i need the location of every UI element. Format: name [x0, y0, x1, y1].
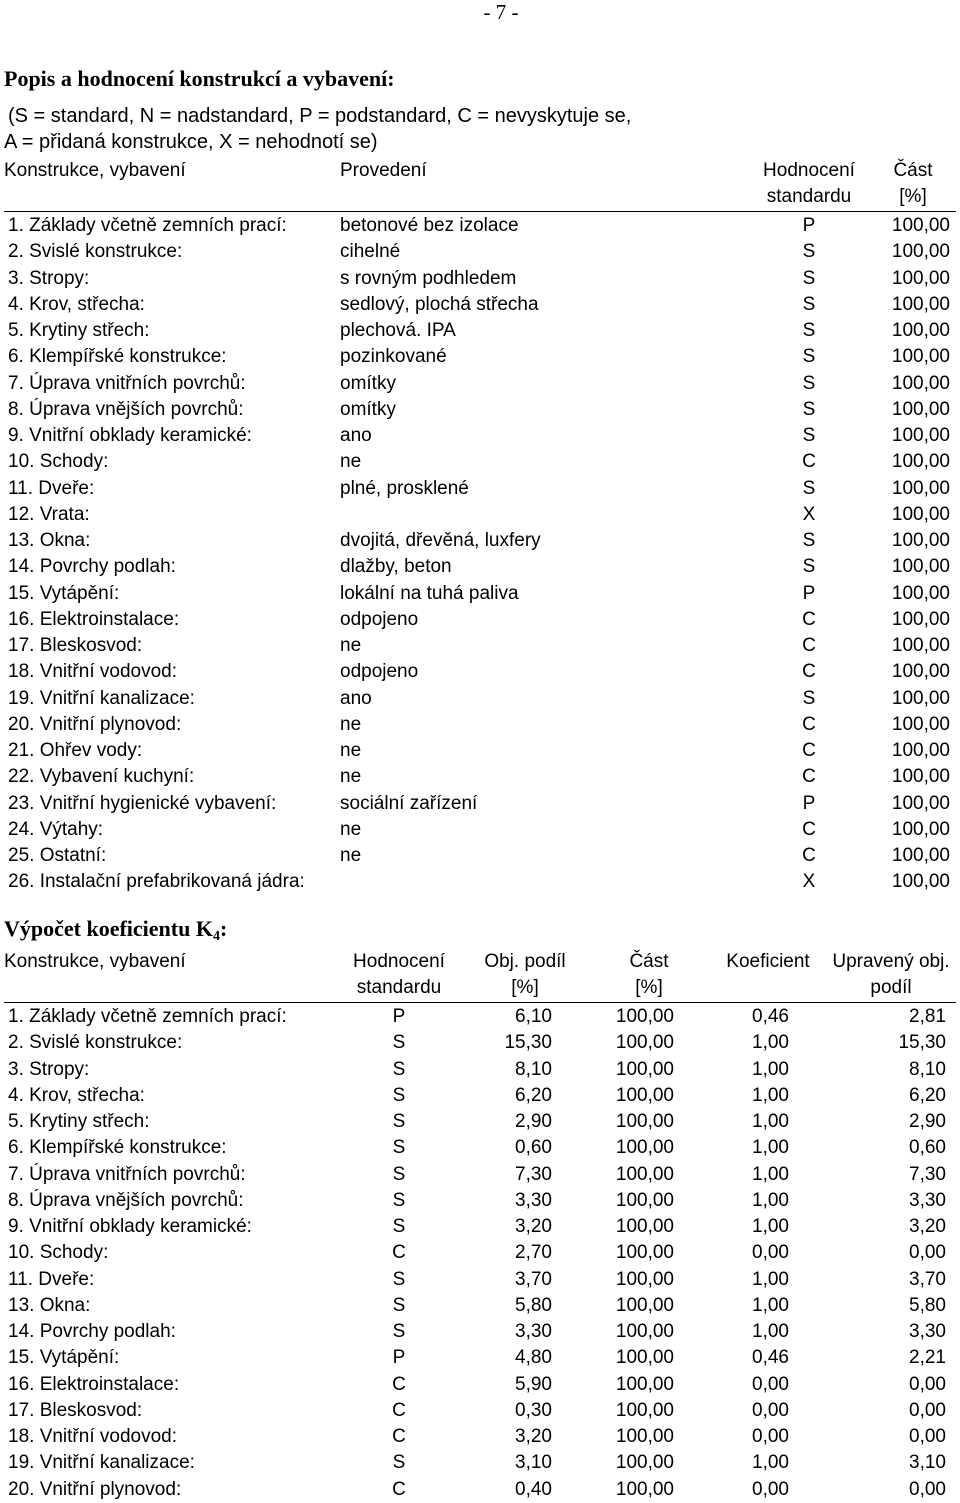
table2-cell-koeficient: 1,00	[752, 1058, 789, 1080]
table1-row	[0, 659, 960, 685]
table2-cell-hodnoceni: S	[392, 1111, 406, 1132]
table2-cell-konstrukce: 10. Schody:	[8, 1242, 109, 1264]
table1-row	[0, 239, 960, 265]
table2-cell-cast: 100,00	[615, 1478, 674, 1500]
table1-header-percent: [%]	[899, 186, 927, 207]
table1-header-rule	[4, 211, 956, 212]
table1-cell-konstrukce: 10. Schody:	[8, 451, 109, 473]
table2-cell-hodnoceni: S	[392, 1321, 406, 1342]
table2-row	[0, 1319, 960, 1345]
table2-header-obj: Obj. podíl	[484, 951, 566, 972]
table2-cell-cast: 100,00	[615, 1347, 674, 1369]
table2-cell-upraveny-podil: 3,70	[909, 1268, 946, 1290]
table1-cell-cast: 100,00	[891, 661, 950, 683]
table1-row	[0, 371, 960, 397]
table2-cell-hodnoceni: S	[392, 1137, 406, 1159]
table1-cell-hodnoceni: S	[802, 320, 816, 341]
table1-cell-cast: 100,00	[891, 451, 950, 473]
table2-cell-upraveny-podil: 3,30	[909, 1321, 946, 1342]
table2-cell-obj-podil: 0,60	[515, 1137, 552, 1159]
table1-header-konstrukce: Konstrukce, vybavení	[4, 160, 186, 181]
table2-cell-konstrukce: 11. Dveře:	[8, 1268, 95, 1290]
table1-cell-cast: 100,00	[891, 267, 950, 289]
table2-cell-hodnoceni: S	[392, 1032, 406, 1054]
table2-cell-koeficient: 0,00	[752, 1478, 789, 1500]
table1-cell-cast: 100,00	[891, 635, 950, 656]
table2-cell-koeficient: 1,00	[752, 1163, 789, 1185]
table2-cell-koeficient: 0,00	[752, 1242, 789, 1264]
table1-cell-hodnoceni: S	[802, 267, 816, 289]
table1-row	[0, 344, 960, 370]
table1-cell-provedeni: ne	[340, 635, 362, 656]
section2-title-colon: :	[219, 916, 228, 941]
table2-cell-koeficient: 0,46	[752, 1006, 789, 1027]
table2-cell-koeficient: 1,00	[752, 1032, 789, 1054]
table2-row	[0, 1162, 960, 1188]
table1-cell-cast: 100,00	[891, 530, 950, 551]
table2-cell-upraveny-podil: 7,30	[909, 1163, 946, 1185]
table1-cell-konstrukce: 8. Úprava vnějších povrchů:	[8, 398, 244, 420]
table1-cell-konstrukce: 19. Vnitřní kanalizace:	[8, 687, 195, 709]
table1-cell-cast: 100,00	[891, 556, 950, 578]
table1-cell-provedeni: ne	[340, 845, 362, 866]
table1-cell-hodnoceni: C	[802, 451, 816, 473]
table2-cell-konstrukce: 18. Vnitřní vodovod:	[8, 1426, 177, 1447]
table1-cell-hodnoceni: S	[802, 687, 816, 709]
table2-cell-koeficient: 1,00	[752, 1111, 789, 1132]
table2-cell-konstrukce: 17. Bleskosvod:	[8, 1399, 143, 1421]
table2-cell-obj-podil: 2,70	[515, 1242, 552, 1264]
table1-header-provedeni: Provedení	[340, 160, 427, 181]
table1-cell-cast: 100,00	[891, 818, 950, 840]
table2-cell-upraveny-podil: 3,30	[909, 1189, 946, 1211]
table2-cell-koeficient: 1,00	[752, 1084, 789, 1106]
table2-cell-cast: 100,00	[615, 1084, 674, 1106]
table2-cell-upraveny-podil: 5,80	[909, 1294, 946, 1316]
table2-cell-konstrukce: 15. Vytápění:	[8, 1347, 120, 1369]
table2-cell-hodnoceni: S	[392, 1189, 406, 1211]
table2-cell-cast: 100,00	[615, 1426, 674, 1447]
table1-cell-konstrukce: 24. Výtahy:	[8, 818, 104, 840]
legend-line-1: (S = standard, N = nadstandard, P = podstandard, C = nevyskytuje se,	[8, 105, 632, 127]
table1-cell-provedeni: ne	[340, 818, 362, 840]
table2-cell-hodnoceni: S	[392, 1216, 406, 1237]
table2-cell-cast: 100,00	[615, 1321, 674, 1342]
table1-row	[0, 843, 960, 869]
table2-cell-obj-podil: 0,40	[515, 1478, 552, 1500]
table1-cell-provedeni: sociální zařízení	[340, 792, 478, 814]
table1-cell-cast: 100,00	[891, 713, 950, 735]
section-title-vypocet	[4, 916, 227, 950]
legend-line-2: A = přidaná konstrukce, X = nehodnotí se)	[4, 131, 378, 153]
table2-row	[0, 1004, 960, 1030]
table1-cell-konstrukce: 16. Elektroinstalace:	[8, 608, 180, 630]
table1-cell-hodnoceni: S	[802, 241, 816, 263]
table1-cell-cast: 100,00	[891, 320, 950, 341]
table1-cell-konstrukce: 1. Základy včetně zemních prací:	[8, 215, 287, 236]
table2-row	[0, 1240, 960, 1266]
table2-cell-koeficient: 1,00	[752, 1452, 789, 1474]
table2-cell-hodnoceni: C	[392, 1373, 406, 1395]
table1-cell-provedeni: plechová. IPA	[340, 320, 456, 341]
table1-cell-konstrukce: 26. Instalační prefabrikovaná jádra:	[8, 871, 305, 893]
table1-cell-hodnoceni: C	[802, 608, 816, 630]
table2-row	[0, 1267, 960, 1293]
table1-cell-cast: 100,00	[891, 503, 950, 525]
table2-cell-konstrukce: 4. Krov, střecha:	[8, 1084, 145, 1106]
table2-cell-obj-podil: 3,70	[515, 1268, 552, 1290]
table1-cell-provedeni: omítky	[340, 372, 396, 394]
table1-cell-hodnoceni: S	[802, 398, 816, 420]
table1-cell-hodnoceni: X	[802, 871, 816, 893]
table2-cell-upraveny-podil: 0,00	[909, 1399, 946, 1421]
table1-row	[0, 423, 960, 449]
table1-cell-hodnoceni: C	[802, 766, 816, 788]
table2-cell-upraveny-podil: 0,00	[909, 1478, 946, 1500]
table1-row	[0, 869, 960, 895]
table2-cell-obj-podil: 6,10	[515, 1006, 552, 1027]
table1-row	[0, 266, 960, 292]
table1-cell-cast: 100,00	[891, 215, 950, 236]
table2-row	[0, 1372, 960, 1398]
table1-cell-hodnoceni: C	[802, 713, 816, 735]
table2-cell-upraveny-podil: 0,00	[909, 1426, 946, 1447]
table2-cell-koeficient: 0,46	[752, 1347, 789, 1369]
table2-cell-koeficient: 1,00	[752, 1294, 789, 1316]
table1-cell-konstrukce: 15. Vytápění:	[8, 582, 120, 604]
table2-row	[0, 1188, 960, 1214]
table1-cell-konstrukce: 13. Okna:	[8, 530, 91, 551]
table2-cell-konstrukce: 3. Stropy:	[8, 1058, 90, 1080]
table1-row	[0, 397, 960, 423]
table1-row	[0, 633, 960, 659]
table2-cell-konstrukce: 9. Vnitřní obklady keramické:	[8, 1216, 252, 1237]
table2-cell-hodnoceni: C	[392, 1399, 406, 1421]
table2-cell-konstrukce: 2. Svislé konstrukce:	[8, 1032, 183, 1054]
table2-row	[0, 1345, 960, 1371]
table2-cell-obj-podil: 2,90	[515, 1111, 552, 1132]
table2-cell-cast: 100,00	[615, 1137, 674, 1159]
table1-cell-konstrukce: 18. Vnitřní vodovod:	[8, 661, 177, 683]
table2-cell-koeficient: 0,00	[752, 1399, 789, 1421]
table2-header-upraveny: Upravený obj.	[832, 951, 950, 972]
table1-cell-hodnoceni: X	[802, 503, 816, 525]
table2-header-standardu: standardu	[356, 977, 442, 998]
table2-cell-konstrukce: 16. Elektroinstalace:	[8, 1373, 180, 1395]
table1-row	[0, 449, 960, 475]
table2-cell-upraveny-podil: 6,20	[909, 1084, 946, 1106]
table2-cell-hodnoceni: S	[392, 1084, 406, 1106]
table2-cell-hodnoceni: P	[392, 1347, 406, 1369]
table1-cell-konstrukce: 12. Vrata:	[8, 503, 90, 525]
table2-row	[0, 1057, 960, 1083]
table1-row	[0, 292, 960, 318]
table1-cell-provedeni: omítky	[340, 398, 396, 420]
table1-cell-hodnoceni: S	[802, 425, 816, 446]
table2-header-obj-unit: [%]	[511, 977, 539, 998]
table2-row	[0, 1398, 960, 1424]
table1-cell-cast: 100,00	[891, 372, 950, 394]
table2-cell-konstrukce: 19. Vnitřní kanalizace:	[8, 1452, 195, 1474]
table2-header-rule	[4, 1002, 956, 1003]
table1-cell-hodnoceni: S	[802, 477, 816, 499]
table1-row	[0, 554, 960, 580]
table2-cell-upraveny-podil: 0,60	[909, 1137, 946, 1159]
table2-cell-konstrukce: 5. Krytiny střech:	[8, 1111, 150, 1132]
table2-cell-cast: 100,00	[615, 1163, 674, 1185]
table1-cell-cast: 100,00	[891, 845, 950, 866]
table2-cell-cast: 100,00	[615, 1189, 674, 1211]
table2-cell-konstrukce: 8. Úprava vnějších povrchů:	[8, 1189, 244, 1211]
table1-cell-cast: 100,00	[891, 425, 950, 446]
table2-cell-obj-podil: 6,20	[515, 1084, 552, 1106]
table1-cell-provedeni: s rovným podhledem	[340, 267, 517, 289]
table1-cell-provedeni: plné, prosklené	[340, 477, 469, 499]
table1-cell-hodnoceni: C	[802, 635, 816, 656]
table1-row	[0, 817, 960, 843]
page-number: - 7 -	[483, 0, 519, 24]
table2-header-cast-unit: [%]	[635, 977, 663, 998]
table2-row	[0, 1109, 960, 1135]
table1-row	[0, 528, 960, 554]
table1-cell-konstrukce: 7. Úprava vnitřních povrchů:	[8, 372, 246, 394]
table1-cell-cast: 100,00	[891, 740, 950, 761]
table1-cell-konstrukce: 25. Ostatní:	[8, 845, 107, 866]
table2-cell-obj-podil: 3,30	[515, 1321, 552, 1342]
table2-row	[0, 1424, 960, 1450]
table2-cell-upraveny-podil: 2,90	[909, 1111, 946, 1132]
table2-header-konstrukce: Konstrukce, vybavení	[4, 951, 186, 972]
table1-cell-konstrukce: 21. Ohřev vody:	[8, 740, 143, 761]
table2-cell-upraveny-podil: 2,81	[909, 1006, 946, 1027]
table1-cell-cast: 100,00	[891, 293, 950, 315]
table1-cell-provedeni: cihelné	[340, 241, 401, 263]
table1-row	[0, 581, 960, 607]
table2-cell-cast: 100,00	[615, 1373, 674, 1395]
table2-cell-obj-podil: 3,30	[515, 1189, 552, 1211]
table2-cell-upraveny-podil: 2,21	[909, 1347, 946, 1369]
section2-title-subscript: 4	[212, 929, 220, 944]
table2-cell-koeficient: 1,00	[752, 1137, 789, 1159]
table2-row	[0, 1030, 960, 1056]
table2-cell-koeficient: 1,00	[752, 1189, 789, 1211]
table2-cell-obj-podil: 3,20	[515, 1426, 552, 1447]
table1-cell-konstrukce: 22. Vybavení kuchyní:	[8, 766, 195, 788]
table1-header-hodnoceni: Hodnocení	[763, 160, 855, 181]
table2-cell-hodnoceni: C	[392, 1478, 406, 1500]
table1-row	[0, 764, 960, 790]
table1-row	[0, 213, 960, 239]
table2-row	[0, 1293, 960, 1319]
table2-row	[0, 1135, 960, 1161]
table2-cell-cast: 100,00	[615, 1294, 674, 1316]
table1-cell-provedeni: dvojitá, dřevěná, luxfery	[340, 530, 541, 551]
table2-row	[0, 1450, 960, 1476]
table1-row	[0, 607, 960, 633]
table2-cell-obj-podil: 0,30	[515, 1399, 552, 1421]
table1-cell-provedeni: dlažby, beton	[340, 556, 452, 578]
table2-cell-cast: 100,00	[615, 1399, 674, 1421]
table2-cell-upraveny-podil: 3,10	[909, 1452, 946, 1474]
table1-cell-hodnoceni: C	[802, 818, 816, 840]
table2-header-koeficient: Koeficient	[726, 951, 810, 972]
table1-cell-cast: 100,00	[891, 687, 950, 709]
table2-cell-upraveny-podil: 0,00	[909, 1242, 946, 1264]
table2-cell-upraveny-podil: 3,20	[909, 1216, 946, 1237]
table1-row	[0, 502, 960, 528]
table1-cell-provedeni: betonové bez izolace	[340, 215, 519, 236]
table1-cell-cast: 100,00	[891, 398, 950, 420]
table2-cell-obj-podil: 4,80	[515, 1347, 552, 1369]
table2-cell-hodnoceni: S	[392, 1452, 406, 1474]
table1-cell-konstrukce: 2. Svislé konstrukce:	[8, 241, 183, 263]
table1-cell-hodnoceni: S	[802, 346, 816, 368]
table2-cell-koeficient: 1,00	[752, 1321, 789, 1342]
table2-cell-hodnoceni: S	[392, 1268, 406, 1290]
table1-cell-konstrukce: 4. Krov, střecha:	[8, 293, 145, 315]
table2-cell-konstrukce: 20. Vnitřní plynovod:	[8, 1478, 182, 1500]
table1-cell-provedeni: ano	[340, 687, 372, 709]
table2-cell-konstrukce: 7. Úprava vnitřních povrchů:	[8, 1163, 246, 1185]
table2-cell-obj-podil: 7,30	[515, 1163, 552, 1185]
table1-cell-cast: 100,00	[891, 477, 950, 499]
table2-cell-cast: 100,00	[615, 1006, 674, 1027]
table1-row	[0, 712, 960, 738]
table1-cell-cast: 100,00	[891, 871, 950, 893]
table2-header-cast: Část	[629, 951, 669, 972]
table2-cell-hodnoceni: S	[392, 1163, 406, 1185]
table1-cell-provedeni: ano	[340, 425, 372, 446]
table1-cell-cast: 100,00	[891, 766, 950, 788]
table1-row	[0, 738, 960, 764]
table2-cell-konstrukce: 13. Okna:	[8, 1294, 91, 1316]
table1-cell-provedeni: ne	[340, 713, 362, 735]
table2-cell-cast: 100,00	[615, 1268, 674, 1290]
table1-cell-hodnoceni: S	[802, 530, 816, 551]
table2-cell-obj-podil: 8,10	[515, 1058, 552, 1080]
table2-cell-hodnoceni: S	[392, 1058, 406, 1080]
table2-cell-upraveny-podil: 15,30	[898, 1032, 946, 1054]
table1-cell-konstrukce: 5. Krytiny střech:	[8, 320, 150, 341]
table1-cell-konstrukce: 3. Stropy:	[8, 267, 90, 289]
table2-cell-koeficient: 1,00	[752, 1216, 789, 1237]
table2-cell-cast: 100,00	[615, 1242, 674, 1264]
table1-cell-provedeni: odpojeno	[340, 661, 419, 683]
table1-cell-konstrukce: 23. Vnitřní hygienické vybavení:	[8, 792, 277, 814]
table2-cell-konstrukce: 14. Povrchy podlah:	[8, 1321, 176, 1342]
table2-cell-upraveny-podil: 8,10	[909, 1058, 946, 1080]
table2-cell-konstrukce: 6. Klempířské konstrukce:	[8, 1137, 227, 1159]
table1-cell-cast: 100,00	[891, 608, 950, 630]
table2-cell-hodnoceni: P	[392, 1006, 406, 1027]
table2-cell-koeficient: 0,00	[752, 1426, 789, 1447]
table2-row	[0, 1214, 960, 1240]
table2-cell-obj-podil: 3,20	[515, 1216, 552, 1237]
section2-title-text: Výpočet koeficientu K	[4, 916, 213, 941]
table1-cell-hodnoceni: C	[802, 661, 816, 683]
table1-cell-hodnoceni: S	[802, 556, 816, 578]
table2-row	[0, 1083, 960, 1109]
table1-cell-cast: 100,00	[891, 346, 950, 368]
table2-cell-hodnoceni: S	[392, 1294, 406, 1316]
table1-cell-konstrukce: 6. Klempířské konstrukce:	[8, 346, 227, 368]
table2-header-hodnoceni: Hodnocení	[353, 951, 445, 972]
table2-cell-konstrukce: 1. Základy včetně zemních prací:	[8, 1006, 287, 1027]
table1-header-standardu: standardu	[766, 186, 852, 207]
table1-cell-hodnoceni: C	[802, 845, 816, 866]
table2-cell-cast: 100,00	[615, 1032, 674, 1054]
table1-cell-cast: 100,00	[891, 582, 950, 604]
table2-cell-cast: 100,00	[615, 1452, 674, 1474]
table2-cell-cast: 100,00	[615, 1216, 674, 1237]
table2-cell-obj-podil: 5,80	[515, 1294, 552, 1316]
table2-cell-koeficient: 1,00	[752, 1268, 789, 1290]
section-title-popis: Popis a hodnocení konstrukcí a vybavení:	[4, 66, 395, 91]
table2-cell-upraveny-podil: 0,00	[909, 1373, 946, 1395]
table1-row	[0, 686, 960, 712]
table1-row	[0, 791, 960, 817]
table2-row	[0, 1477, 960, 1503]
table2-cell-obj-podil: 15,30	[504, 1032, 552, 1054]
table2-cell-hodnoceni: C	[392, 1242, 406, 1264]
table1-cell-provedeni: ne	[340, 766, 362, 788]
table1-cell-konstrukce: 17. Bleskosvod:	[8, 635, 143, 656]
table1-cell-hodnoceni: P	[802, 582, 816, 604]
table1-cell-hodnoceni: S	[802, 372, 816, 394]
table1-cell-hodnoceni: P	[802, 792, 816, 814]
table1-cell-konstrukce: 14. Povrchy podlah:	[8, 556, 176, 578]
table1-header-cast: Část	[893, 160, 933, 181]
table1-cell-cast: 100,00	[891, 792, 950, 814]
table2-header-podil: podíl	[870, 977, 912, 998]
table1-cell-provedeni: lokální na tuhá paliva	[340, 582, 519, 604]
table1-cell-konstrukce: 20. Vnitřní plynovod:	[8, 713, 182, 735]
table2-cell-cast: 100,00	[615, 1111, 674, 1132]
table2-cell-cast: 100,00	[615, 1058, 674, 1080]
table1-cell-provedeni: ne	[340, 451, 362, 473]
table2-cell-obj-podil: 5,90	[515, 1373, 552, 1395]
table1-cell-provedeni: odpojeno	[340, 608, 419, 630]
table1-row	[0, 318, 960, 344]
table1-cell-hodnoceni: S	[802, 293, 816, 315]
table1-row	[0, 476, 960, 502]
table1-cell-provedeni: sedlový, plochá střecha	[340, 293, 539, 315]
table1-cell-konstrukce: 11. Dveře:	[8, 477, 95, 499]
table2-cell-hodnoceni: C	[392, 1426, 406, 1447]
table1-cell-hodnoceni: C	[802, 740, 816, 761]
table2-cell-koeficient: 0,00	[752, 1373, 789, 1395]
table1-cell-cast: 100,00	[891, 241, 950, 263]
table1-cell-provedeni: ne	[340, 740, 362, 761]
table1-cell-provedeni: pozinkované	[340, 346, 447, 368]
table1-cell-hodnoceni: P	[802, 215, 816, 236]
table1-cell-konstrukce: 9. Vnitřní obklady keramické:	[8, 425, 252, 446]
table2-cell-obj-podil: 3,10	[515, 1452, 552, 1474]
